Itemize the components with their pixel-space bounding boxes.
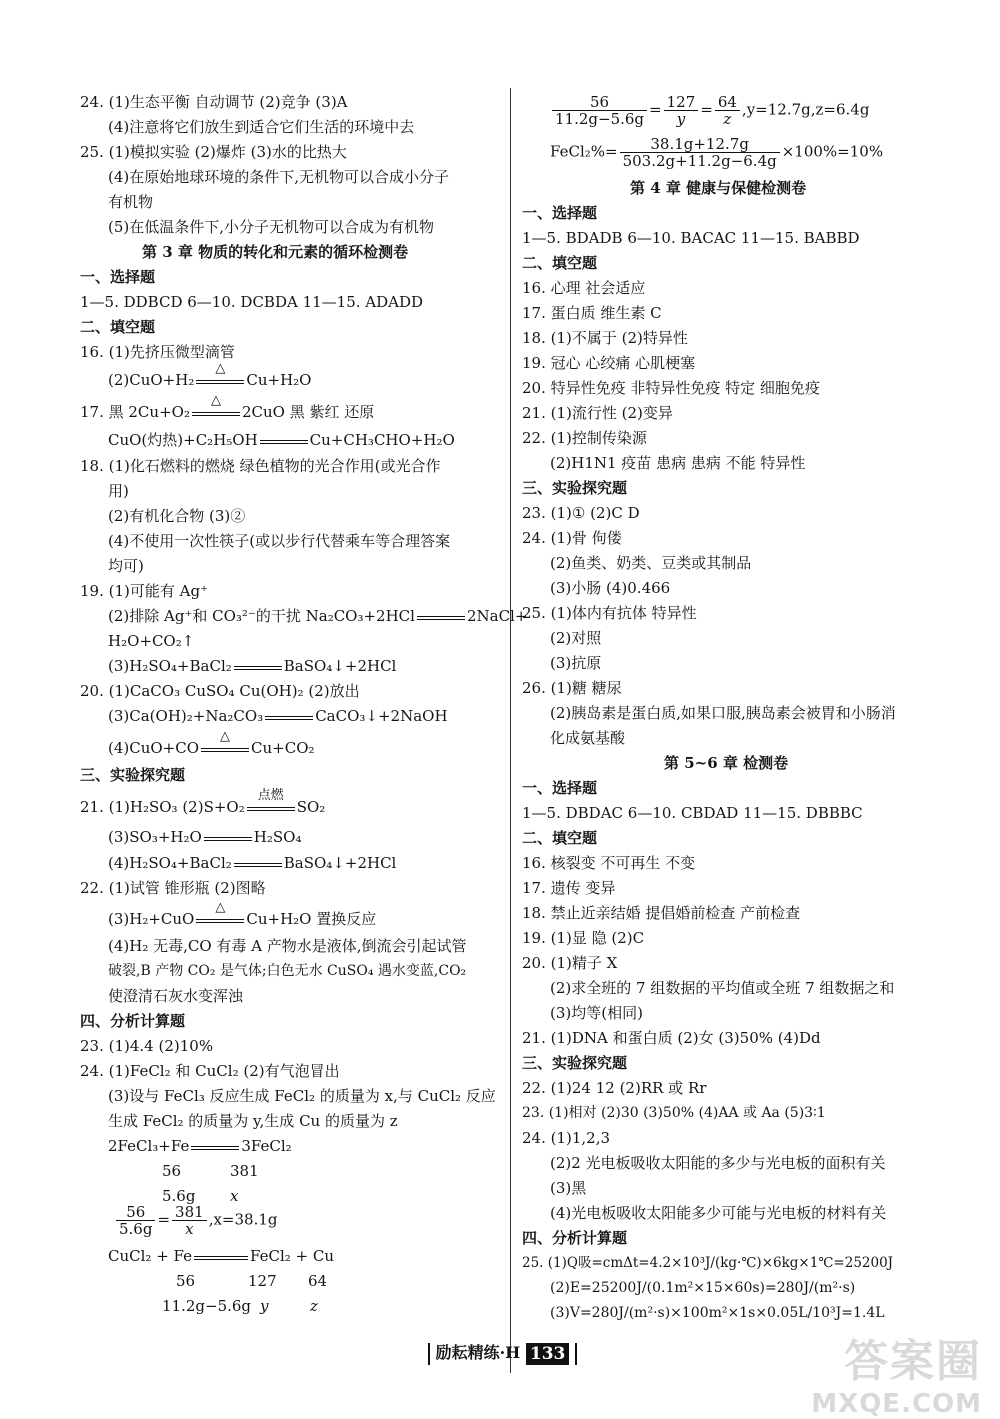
- heat-symbol: △: [215, 361, 226, 376]
- answer-line: 19. (1)显 隐 (2)C: [522, 929, 645, 947]
- answer-line: 16. (1)先挤压微型滴管: [80, 343, 235, 361]
- equation-lhs: (4)CuO+CO: [108, 739, 200, 757]
- answer-line: 用): [108, 482, 129, 500]
- footer-bar: [575, 1343, 577, 1365]
- answer-line: 25. (1)Q吸=cmΔt=4.2×10³J/(kg·℃)×6kg×1℃=25200J: [522, 1255, 894, 1271]
- answer-line: 19. 冠心 心绞痛 心肌梗塞: [522, 354, 696, 372]
- equation-line: [108, 827, 301, 848]
- equation-rhs: BaSO₄↓+2HCl: [283, 854, 397, 872]
- section-heading: 三、实验探究题: [80, 766, 186, 784]
- section-heading: 二、填空题: [522, 254, 598, 272]
- answer-line: 24. (1)生态平衡 自动调节 (2)竞争 (3)A: [80, 93, 348, 111]
- proportion-equation: $\frac{56}{5.6g}$ = $\frac{381}{x}$ ,x=38.1g: [114, 1204, 277, 1237]
- answer-line: 18. (1)化石燃料的燃烧 绿色植物的光合作用(或光合作: [80, 457, 441, 475]
- section-heading: 四、分析计算题: [80, 1012, 186, 1030]
- result-text: ,x=38.1g: [208, 1210, 278, 1229]
- section-heading: 二、填空题: [80, 318, 156, 336]
- mass-value: 56: [176, 1272, 196, 1290]
- footer-bar: [428, 1343, 430, 1365]
- brand-label: 励耘精练·H: [435, 1343, 521, 1362]
- fraction-numerator: 381: [172, 1204, 207, 1221]
- reaction-arrow: [199, 729, 251, 759]
- answer-line: (3)小肠 (4)0.466: [550, 579, 671, 597]
- answer-line: (2)有机化合物 (3)②: [108, 507, 246, 525]
- answer-line: (2)鱼类、奶类、豆类或其制品: [550, 554, 752, 572]
- answer-line: 20. 特异性免疫 非特异性免疫 特定 细胞免疫: [522, 379, 820, 397]
- equation-rhs: 2NaCl+: [466, 607, 528, 625]
- equation-rhs: Cu+CO₂: [251, 739, 315, 757]
- answer-line: 1—5. BDADB 6—10. BACAC 11—15. BABBD: [522, 229, 860, 247]
- answer-line: (2)求全班的 7 组数据的平均值或全班 7 组数据之和: [550, 979, 895, 997]
- reaction-arrow: [232, 854, 284, 874]
- equation-line: [108, 656, 396, 677]
- result-text: ,y=12.7g,z=6.4g: [741, 100, 870, 119]
- equation-rhs: Cu+CH₃CHO+H₂O: [309, 431, 455, 449]
- reaction-arrow: [258, 431, 310, 451]
- answer-line: 20. (1)CaCO₃ CuSO₄ Cu(OH)₂ (2)放出: [80, 682, 360, 700]
- chapter-title: 第 3 章 物质的转化和元素的循环检测卷: [142, 243, 409, 261]
- equation-lhs: 2FeCl₃+Fe: [108, 1137, 190, 1155]
- answer-line: (2)H1N1 疫苗 患病 患病 不能 特异性: [550, 454, 806, 472]
- equation-line: [80, 788, 326, 818]
- ignite-label: 点燃: [257, 788, 284, 803]
- equation-lhs: (3)H₂SO₄+BaCl₂: [108, 657, 232, 675]
- fraction: [664, 94, 699, 127]
- equation-lhs: (3)H₂+CuO: [108, 910, 195, 928]
- answer-line: (3)V=280J/(m²·s)×100m²×1s×0.05L/10³J=1.4L: [550, 1305, 885, 1321]
- fraction-denominator: z: [723, 110, 732, 128]
- watermark: [811, 1325, 982, 1419]
- equation-lhs: (2)排除 Ag⁺和 CO₃²⁻的干扰 Na₂CO₃+2HCl: [108, 607, 415, 625]
- answer-line: 1—5. DBDAC 6—10. CBDAD 11—15. DBBBC: [522, 804, 863, 822]
- mass-variable: z: [310, 1297, 318, 1315]
- answer-line: H₂O+CO₂↑: [108, 632, 195, 650]
- answer-line: 化成氨基酸: [550, 729, 626, 747]
- equation-rhs: Cu+H₂O: [246, 371, 312, 389]
- answer-line: 24. (1)骨 佝偻: [522, 529, 622, 547]
- equation-lhs: CuCl₂ + Fe: [108, 1247, 192, 1265]
- answer-line: (4)注意将它们放生到适合它们生活的环境中去: [108, 118, 415, 136]
- answer-line: 22. (1)24 12 (2)RR 或 Rr: [522, 1079, 707, 1097]
- fraction: [620, 136, 780, 169]
- equation-rhs: CaCO₃↓+2NaOH: [315, 707, 448, 725]
- answer-line: (2)2 光电板吸收太阳能的多少与光电板的面积有关: [550, 1154, 886, 1172]
- equation-lhs: (3)SO₃+H₂O: [108, 828, 202, 846]
- equation-line: [108, 361, 312, 391]
- result-text: ×100%=10%: [781, 142, 884, 161]
- answer-line: 24. (1)FeCl₂ 和 CuCl₂ (2)有气泡冒出: [80, 1062, 340, 1080]
- answer-line: 17. 遗传 变异: [522, 879, 616, 897]
- answer-line: (4)H₂ 无毒,CO 有毒 A 产物水是液体,倒流会引起试管: [108, 937, 467, 955]
- section-heading: 一、选择题: [522, 779, 598, 797]
- section-heading: 四、分析计算题: [522, 1229, 628, 1247]
- percentage-equation: [550, 136, 883, 169]
- fraction-denominator: y: [676, 110, 686, 128]
- page-footer: [428, 1340, 577, 1370]
- page-number: 133: [526, 1343, 570, 1365]
- heat-symbol: △: [215, 900, 226, 915]
- answer-line: (2)E=25200J/(0.1m²×15×60s)=280J/(m²·s): [550, 1280, 856, 1296]
- answer-line: 18. 禁止近亲结婚 提倡婚前检查 产前检查: [522, 904, 801, 922]
- fraction-numerator: 56: [552, 94, 647, 111]
- watermark-logo-text: 答案圈: [844, 1336, 982, 1387]
- equation-line: [108, 706, 448, 727]
- reaction-arrow: [415, 607, 467, 627]
- equation-rhs: SO₂: [296, 798, 326, 816]
- answer-line: (5)在低温条件下,小分子无机物可以合成为有机物: [108, 218, 435, 236]
- equation-lhs: (2)CuO+H₂: [108, 371, 195, 389]
- fraction: [116, 1204, 155, 1237]
- formula-lead: FeCl₂%=: [550, 142, 618, 161]
- mass-value: 64: [308, 1272, 328, 1290]
- watermark-url: MXQE.COM: [811, 1389, 982, 1419]
- equation-rhs: H₂SO₄: [253, 828, 302, 846]
- reaction-arrow: [194, 900, 246, 930]
- reaction-arrow: [192, 1247, 250, 1267]
- equation-lhs: 17. 黑 2Cu+O₂: [80, 403, 190, 421]
- mass-value: 56: [162, 1162, 182, 1180]
- fraction-numerator: 64: [715, 94, 740, 111]
- proportion-equation: $\frac{56}{11.2g-5.6g}$ = $\frac{127}{y}$ = $\frac{64}{z}$ ,y=12.7g,z=6.4g: [550, 94, 869, 127]
- equation-rhs: BaSO₄↓+2HCl: [283, 657, 397, 675]
- mass-value: 381: [230, 1162, 259, 1180]
- fraction: [172, 1204, 207, 1237]
- equation-rhs: 2CuO 黑 紫红 还原: [241, 403, 375, 421]
- section-heading: 一、选择题: [80, 268, 156, 286]
- reaction-arrow: [189, 1137, 241, 1157]
- fraction-numerator: 56: [116, 1204, 155, 1221]
- reaction-arrow: [263, 707, 315, 727]
- answer-line: 21. (1)流行性 (2)变异: [522, 404, 673, 422]
- answer-line: 23. (1)① (2)C D: [522, 504, 640, 522]
- section-heading: 一、选择题: [522, 204, 598, 222]
- answer-line: 24. (1)1,2,3: [522, 1129, 611, 1147]
- reaction-arrow: [190, 393, 242, 423]
- answer-line: (3)均等(相同): [550, 1004, 643, 1022]
- answer-line: (2)胰岛素是蛋白质,如果口服,胰岛素会被胃和小肠消: [550, 704, 896, 722]
- answer-line: 26. (1)糖 糖尿: [522, 679, 622, 697]
- answer-line: 生成 FeCl₂ 的质量为 y,生成 Cu 的质量为 z: [108, 1112, 398, 1130]
- equation-line: [108, 430, 455, 451]
- answer-line: 16. 核裂变 不可再生 不变: [522, 854, 696, 872]
- equation-line: [108, 1136, 292, 1157]
- fraction-numerator: 38.1g+12.7g: [620, 136, 780, 153]
- mass-value: 11.2g−5.6g: [162, 1297, 252, 1315]
- equation-line: [108, 1246, 334, 1267]
- answer-line: 19. (1)可能有 Ag⁺: [80, 582, 208, 600]
- answer-line: 17. 蛋白质 维生素 C: [522, 304, 662, 322]
- answer-line: (3)设与 FeCl₃ 反应生成 FeCl₂ 的质量为 x,与 CuCl₂ 反应: [108, 1087, 496, 1105]
- equation-lhs: (4)H₂SO₄+BaCl₂: [108, 854, 232, 872]
- mass-variable: y: [260, 1297, 269, 1315]
- fraction-denominator: 5.6g: [119, 1220, 153, 1238]
- answer-line: 使澄清石灰水变浑浊: [108, 987, 244, 1005]
- column-divider: [510, 88, 511, 1373]
- answer-line: 25. (1)体内有抗体 特异性: [522, 604, 697, 622]
- equation-line: [80, 393, 375, 423]
- answer-line: 均可): [108, 557, 144, 575]
- answer-line: 22. (1)试管 锥形瓶 (2)图略: [80, 879, 266, 897]
- answer-line: 破裂,B 产物 CO₂ 是气体;白色无水 CuSO₄ 遇水变蓝,CO₂: [108, 963, 467, 979]
- answer-line: 20. (1)精子 X: [522, 954, 618, 972]
- answer-line: (4)光电板吸收太阳能多少可能与光电板的材料有关: [550, 1204, 887, 1222]
- answer-line: (4)在原始地球环境的条件下,无机物可以合成小分子: [108, 168, 450, 186]
- answer-line: 25. (1)模拟实验 (2)爆炸 (3)水的比热大: [80, 143, 347, 161]
- fraction-numerator: 127: [664, 94, 699, 111]
- equation-line: [108, 606, 527, 627]
- equation-line: [108, 900, 377, 930]
- equation-rhs: FeCl₂ + Cu: [250, 1247, 334, 1265]
- equation-lhs: 21. (1)H₂SO₃ (2)S+O₂: [80, 798, 245, 816]
- answer-line: 16. 心理 社会适应: [522, 279, 646, 297]
- answer-line: 1—5. DDBCD 6—10. DCBDA 11—15. ADADD: [80, 293, 424, 311]
- equation-rhs: Cu+H₂O 置换反应: [246, 910, 377, 928]
- section-heading: 三、实验探究题: [522, 1054, 628, 1072]
- reaction-arrow: [245, 788, 297, 818]
- heat-symbol: △: [210, 393, 221, 408]
- equation-line: [108, 853, 396, 874]
- answer-line: 有机物: [108, 193, 154, 211]
- fraction: [715, 94, 740, 127]
- answer-line: 18. (1)不属于 (2)特异性: [522, 329, 688, 347]
- reaction-arrow: [194, 361, 246, 391]
- answer-line: (3)黑: [550, 1179, 587, 1197]
- reaction-arrow: [232, 657, 284, 677]
- mass-value: 5.6g: [162, 1187, 196, 1205]
- answer-line: 22. (1)控制传染源: [522, 429, 647, 447]
- equation-rhs: 3FeCl₂: [241, 1137, 292, 1155]
- mass-value: 127: [248, 1272, 277, 1290]
- fraction: [552, 94, 647, 127]
- answer-line: 23. (1)4.4 (2)10%: [80, 1037, 214, 1055]
- fraction-denominator: 503.2g+11.2g−6.4g: [622, 152, 777, 170]
- answer-line: (4)不使用一次性筷子(或以步行代替乘车等合理答案: [108, 532, 451, 550]
- heat-symbol: △: [220, 729, 231, 744]
- answer-line: (3)抗原: [550, 654, 602, 672]
- answer-line: 21. (1)DNA 和蛋白质 (2)女 (3)50% (4)Dd: [522, 1029, 821, 1047]
- equation-line: [108, 729, 315, 759]
- equation-lhs: CuO(灼热)+C₂H₅OH: [108, 431, 258, 449]
- section-heading: 三、实验探究题: [522, 479, 628, 497]
- section-heading: 二、填空题: [522, 829, 598, 847]
- fraction-denominator: x: [185, 1220, 194, 1238]
- reaction-arrow: [202, 828, 254, 848]
- answer-line: 23. (1)相对 (2)30 (3)50% (4)AA 或 Aa (5)3∶1: [522, 1105, 826, 1121]
- fraction-denominator: 11.2g−5.6g: [555, 110, 645, 128]
- equation-lhs: (3)Ca(OH)₂+Na₂CO₃: [108, 707, 264, 725]
- chapter-title: 第 4 章 健康与保健检测卷: [630, 179, 807, 197]
- chapter-title: 第 5~6 章 检测卷: [664, 754, 789, 772]
- answer-line: (2)对照: [550, 629, 602, 647]
- mass-variable: x: [230, 1187, 239, 1205]
